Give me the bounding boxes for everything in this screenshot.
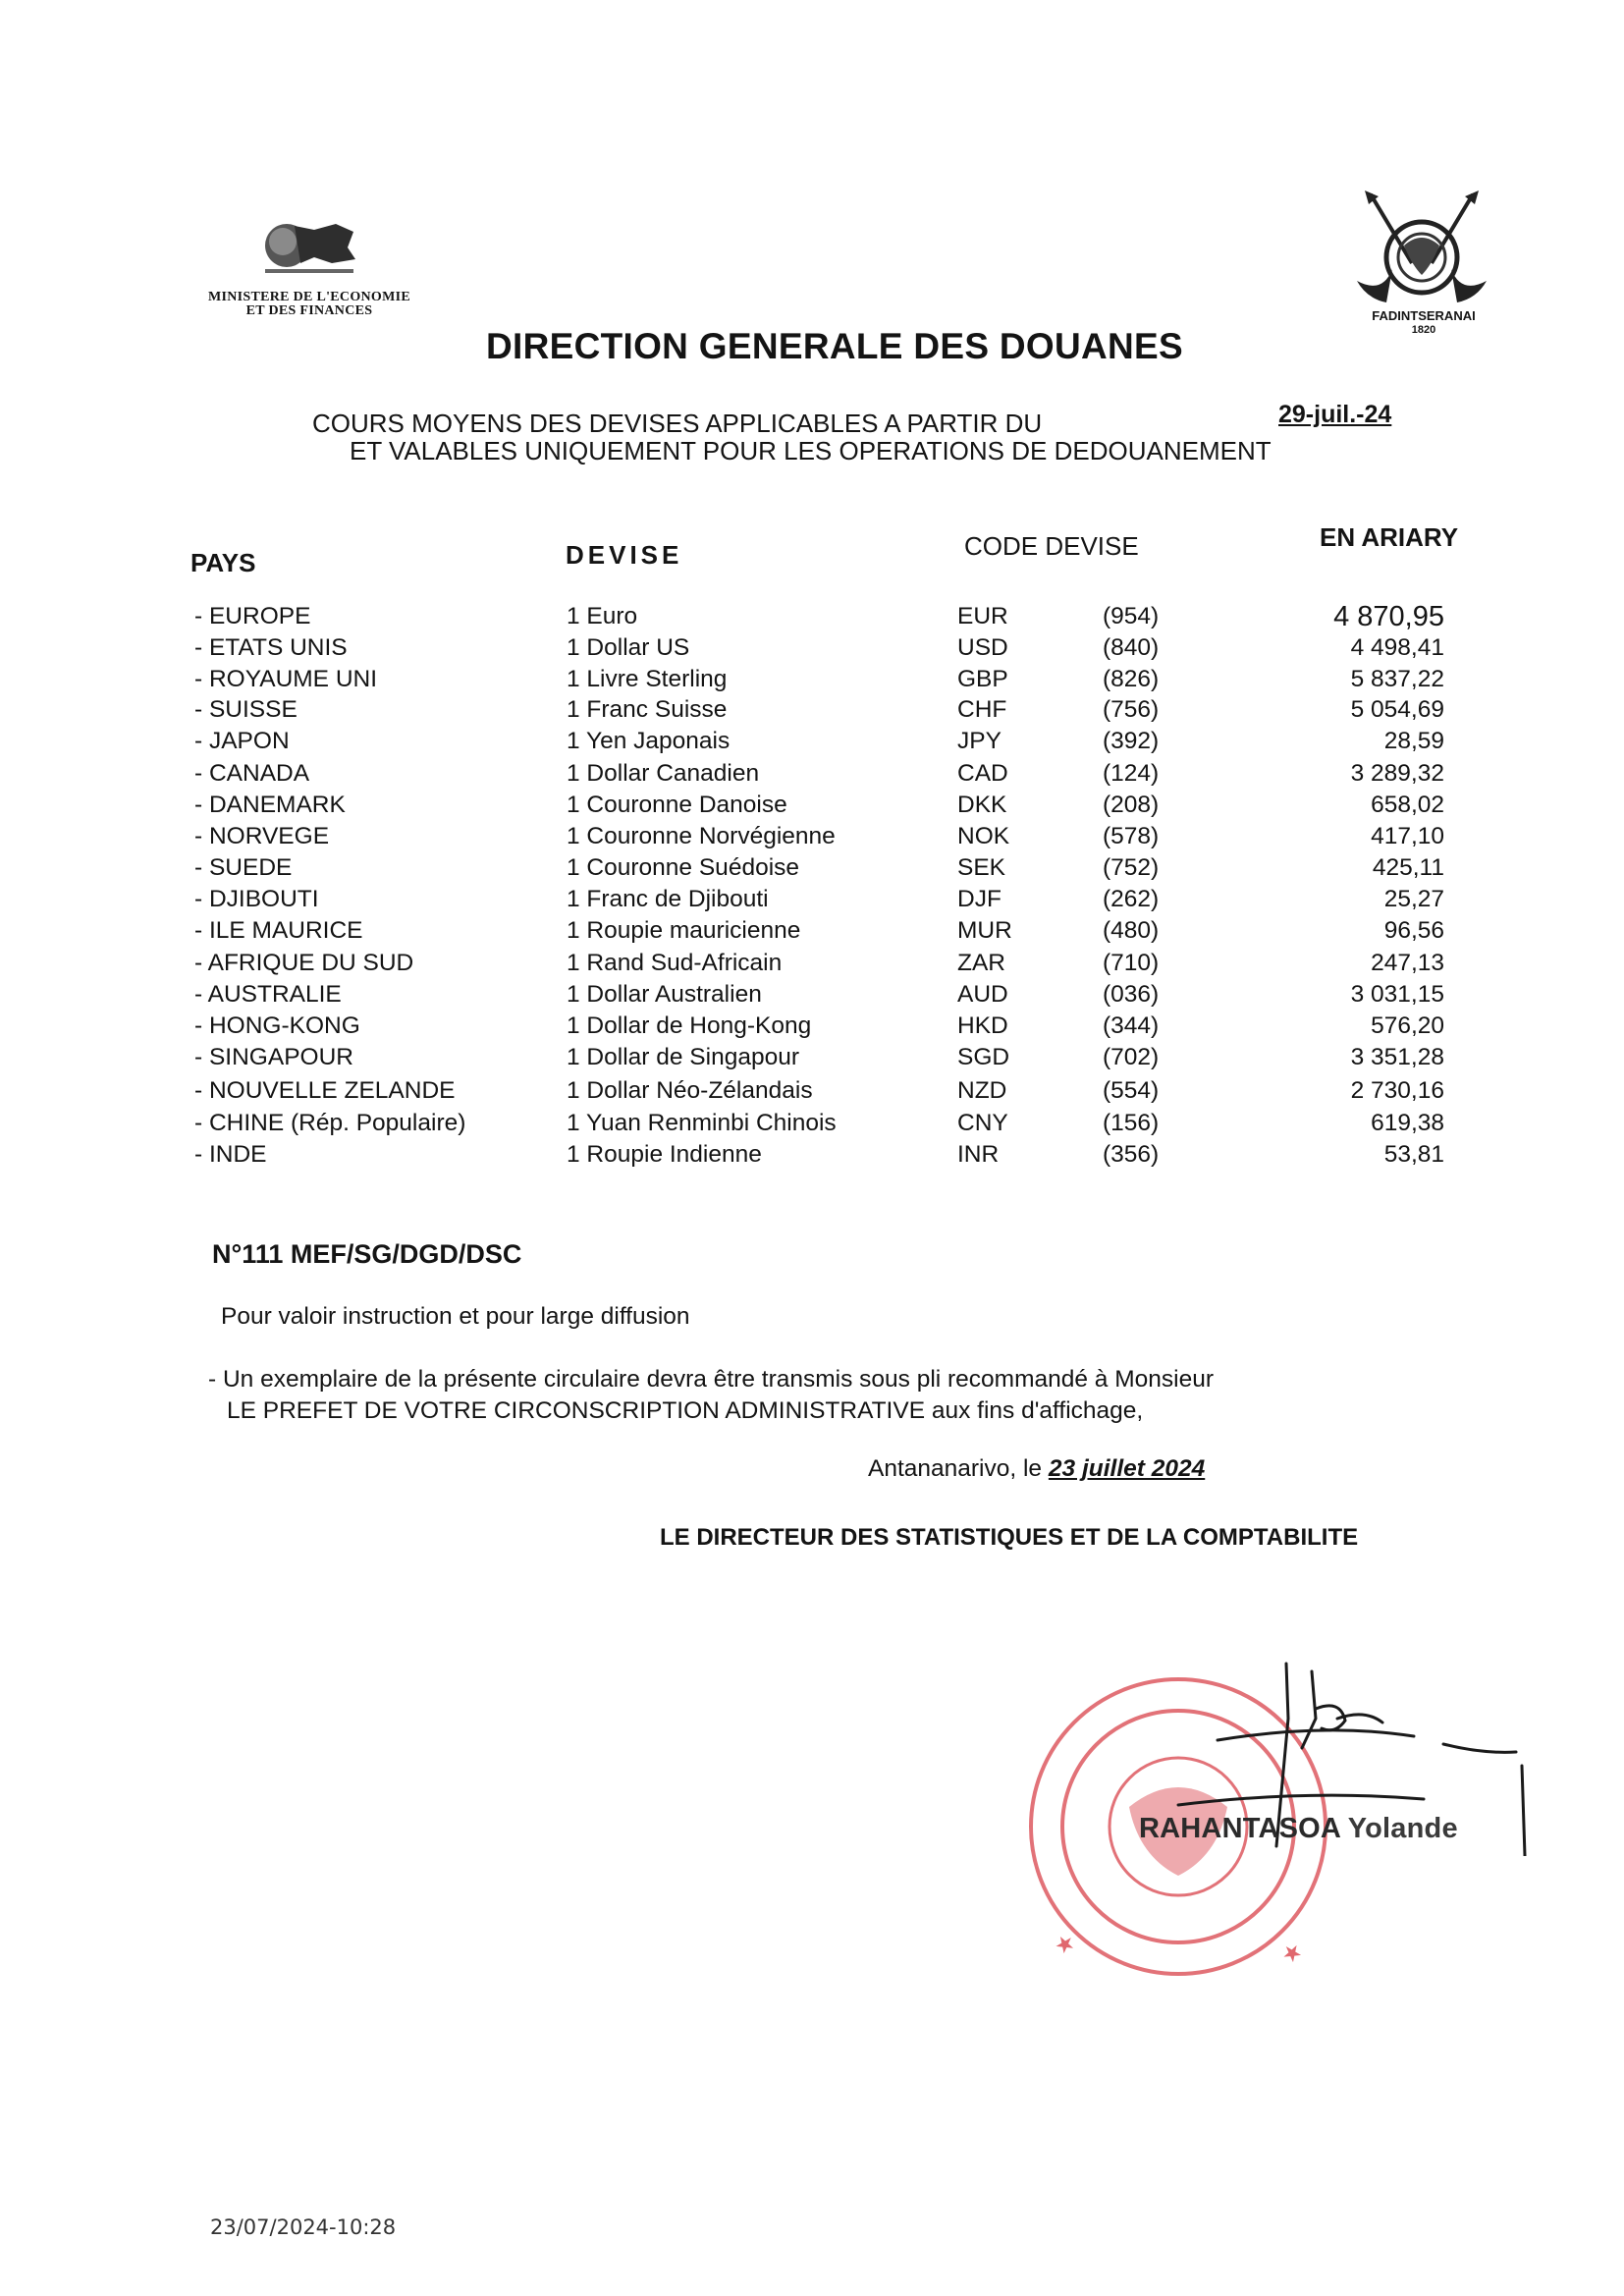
currency-cell: 1 Livre Sterling xyxy=(567,666,728,692)
table-row xyxy=(0,694,1624,726)
rate-cell: 417,10 xyxy=(1371,823,1444,849)
rate-cell: 28,59 xyxy=(1383,728,1444,754)
numeric-code-cell: (578) xyxy=(1103,823,1160,849)
currency-cell: 1 Yen Japonais xyxy=(567,728,731,754)
column-header-currency: DEVISE xyxy=(566,540,683,570)
code-cell: USD xyxy=(957,634,1008,661)
rate-cell: 25,27 xyxy=(1383,886,1444,912)
numeric-code-cell: (840) xyxy=(1103,634,1160,661)
country-cell: - SINGAPOUR xyxy=(194,1044,353,1070)
numeric-code-cell: (954) xyxy=(1103,603,1160,629)
numeric-code-cell: (156) xyxy=(1103,1110,1160,1136)
column-header-country: PAYS xyxy=(190,548,256,577)
director-title: LE DIRECTEUR DES STATISTIQUES ET DE LA COMPTABILITE xyxy=(660,1524,1359,1551)
rate-cell: 658,02 xyxy=(1371,792,1444,818)
country-cell: - CHINE (Rép. Populaire) xyxy=(194,1110,466,1136)
currency-cell: 1 Dollar Néo-Zélandais xyxy=(567,1077,813,1104)
table-row xyxy=(0,758,1624,790)
country-cell: - INDE xyxy=(194,1141,267,1168)
rate-cell: 2 730,16 xyxy=(1350,1077,1444,1104)
table-row xyxy=(0,1139,1624,1171)
table-row xyxy=(0,979,1624,1011)
currency-cell: 1 Dollar de Hong-Kong xyxy=(567,1012,812,1039)
code-cell: INR xyxy=(957,1141,1000,1168)
code-cell: SGD xyxy=(957,1044,1010,1070)
currency-cell: 1 Couronne Suédoise xyxy=(567,854,800,881)
signature-date: 23 juillet 2024 xyxy=(1048,1455,1206,1482)
code-cell: DJF xyxy=(957,886,1001,912)
numeric-code-cell: (124) xyxy=(1103,760,1160,787)
numeric-code-cell: (554) xyxy=(1103,1077,1160,1104)
currency-cell: 1 Couronne Norvégienne xyxy=(567,823,836,849)
rate-cell: 96,56 xyxy=(1383,917,1444,944)
currency-cell: 1 Roupie Indienne xyxy=(567,1141,762,1168)
code-cell: AUD xyxy=(957,981,1008,1008)
country-cell: - ILE MAURICE xyxy=(194,917,363,944)
code-cell: CNY xyxy=(957,1110,1008,1136)
country-cell: - EUROPE xyxy=(194,603,311,629)
country-cell: - DJIBOUTI xyxy=(194,886,319,912)
rate-cell: 576,20 xyxy=(1371,1012,1444,1039)
rate-cell: 4 498,41 xyxy=(1350,634,1444,661)
subtitle-line-1: COURS MOYENS DES DEVISES APPLICABLES A PARTIR DU xyxy=(312,409,1043,438)
rate-cell: 4 870,95 xyxy=(1333,601,1444,632)
numeric-code-cell: (752) xyxy=(1103,854,1160,881)
rate-cell: 3 031,15 xyxy=(1350,981,1444,1008)
table-row xyxy=(0,948,1624,979)
table-row xyxy=(0,915,1624,947)
distribution-note-line-2: LE PREFET DE VOTRE CIRCONSCRIPTION ADMINISTRATIVE aux fins d'affichage, xyxy=(227,1397,1144,1424)
code-cell: GBP xyxy=(957,666,1008,692)
rate-cell: 3 289,32 xyxy=(1350,760,1444,787)
country-cell: - AUSTRALIE xyxy=(194,981,342,1008)
country-cell: - ETATS UNIS xyxy=(194,634,348,661)
svg-text:★: ★ xyxy=(1278,1940,1306,1968)
table-row xyxy=(0,1042,1624,1073)
code-cell: NOK xyxy=(957,823,1010,849)
effective-date: 29-juil.-24 xyxy=(1278,401,1392,428)
seal-motto: FADINTSERANAI xyxy=(1372,308,1476,323)
place-and-date xyxy=(868,1455,1205,1483)
numeric-code-cell: (702) xyxy=(1103,1044,1160,1070)
code-cell: ZAR xyxy=(957,950,1005,976)
rate-cell: 3 351,28 xyxy=(1350,1044,1444,1070)
rate-cell: 619,38 xyxy=(1371,1110,1444,1136)
country-cell: - NORVEGE xyxy=(194,823,330,849)
table-row xyxy=(0,664,1624,695)
numeric-code-cell: (262) xyxy=(1103,886,1160,912)
signatory-first-name: Yolande xyxy=(1347,1813,1458,1844)
country-cell: - HONG-KONG xyxy=(194,1012,360,1039)
table-row xyxy=(0,601,1624,632)
table-row xyxy=(0,852,1624,884)
column-header-code: CODE DEVISE xyxy=(964,531,1139,561)
column-header-rate: EN ARIARY xyxy=(1320,522,1459,552)
code-cell: NZD xyxy=(957,1077,1007,1104)
print-timestamp: 23/07/2024-10:28 xyxy=(210,2215,397,2239)
place-text: Antananarivo, le xyxy=(868,1455,1043,1482)
table-row xyxy=(0,726,1624,757)
currency-cell: 1 Euro xyxy=(567,603,638,629)
currency-cell: 1 Roupie mauricienne xyxy=(567,917,801,944)
table-row xyxy=(0,1075,1624,1107)
numeric-code-cell: (826) xyxy=(1103,666,1160,692)
code-cell: EUR xyxy=(957,603,1008,629)
numeric-code-cell: (036) xyxy=(1103,981,1160,1008)
currency-cell: 1 Dollar de Singapour xyxy=(567,1044,799,1070)
currency-cell: 1 Dollar Australien xyxy=(567,981,762,1008)
code-cell: HKD xyxy=(957,1012,1008,1039)
currency-cell: 1 Dollar US xyxy=(567,634,690,661)
rate-cell: 5 837,22 xyxy=(1350,666,1444,692)
table-row xyxy=(0,1108,1624,1139)
instruction-text: Pour valoir instruction et pour large diffusion xyxy=(221,1303,690,1330)
distribution-note-line-1: - Un exemplaire de la présente circulaire devra être transmis sous pli recommandé à Monsieur xyxy=(208,1366,1214,1393)
numeric-code-cell: (392) xyxy=(1103,728,1160,754)
table-row xyxy=(0,790,1624,821)
country-cell: - JAPON xyxy=(194,728,290,754)
country-cell: - DANEMARK xyxy=(194,792,346,818)
numeric-code-cell: (480) xyxy=(1103,917,1160,944)
numeric-code-cell: (208) xyxy=(1103,792,1160,818)
table-row xyxy=(0,884,1624,915)
subtitle-line-2: ET VALABLES UNIQUEMENT POUR LES OPERATIONS DE DEDOUANEMENT xyxy=(350,436,1272,465)
code-cell: DKK xyxy=(957,792,1007,818)
code-cell: SEK xyxy=(957,854,1006,881)
circular-number: N°111 MEF/SG/DGD/DSC xyxy=(212,1239,522,1269)
table-row xyxy=(0,1011,1624,1042)
currency-cell: 1 Couronne Danoise xyxy=(567,792,787,818)
rate-cell: 5 054,69 xyxy=(1350,696,1444,723)
country-cell: - CANADA xyxy=(194,760,310,787)
currency-cell: 1 Yuan Renminbi Chinois xyxy=(567,1110,837,1136)
seal-year: 1820 xyxy=(1411,324,1436,336)
page-title: DIRECTION GENERALE DES DOUANES xyxy=(485,326,1183,366)
currency-cell: 1 Franc de Djibouti xyxy=(567,886,769,912)
currency-cell: 1 Dollar Canadien xyxy=(567,760,760,787)
currency-cell: 1 Rand Sud-Africain xyxy=(567,950,783,976)
signatory-name xyxy=(1139,1813,1458,1845)
currency-cell: 1 Franc Suisse xyxy=(567,696,728,723)
rate-cell: 247,13 xyxy=(1371,950,1444,976)
numeric-code-cell: (356) xyxy=(1103,1141,1160,1168)
table-row xyxy=(0,632,1624,664)
numeric-code-cell: (344) xyxy=(1103,1012,1160,1039)
signatory-last-name: RAHANTASOA xyxy=(1139,1813,1340,1844)
table-row xyxy=(0,821,1624,852)
ministry-name-line2: ET DES FINANCES xyxy=(245,303,373,318)
country-cell: - AFRIQUE DU SUD xyxy=(194,950,414,976)
country-cell: - NOUVELLE ZELANDE xyxy=(194,1077,456,1104)
code-cell: MUR xyxy=(957,917,1012,944)
code-cell: CHF xyxy=(957,696,1007,723)
country-cell: - SUEDE xyxy=(194,854,293,881)
rate-cell: 53,81 xyxy=(1383,1141,1444,1168)
country-cell: - SUISSE xyxy=(194,696,298,723)
code-cell: JPY xyxy=(957,728,1001,754)
svg-text:★: ★ xyxy=(1052,1931,1079,1959)
numeric-code-cell: (710) xyxy=(1103,950,1160,976)
country-cell: - ROYAUME UNI xyxy=(194,666,378,692)
rate-cell: 425,11 xyxy=(1372,854,1444,881)
ministry-name: MINISTERE DE L'ECONOMIE xyxy=(207,290,411,304)
numeric-code-cell: (756) xyxy=(1103,696,1160,723)
code-cell: CAD xyxy=(957,760,1008,787)
